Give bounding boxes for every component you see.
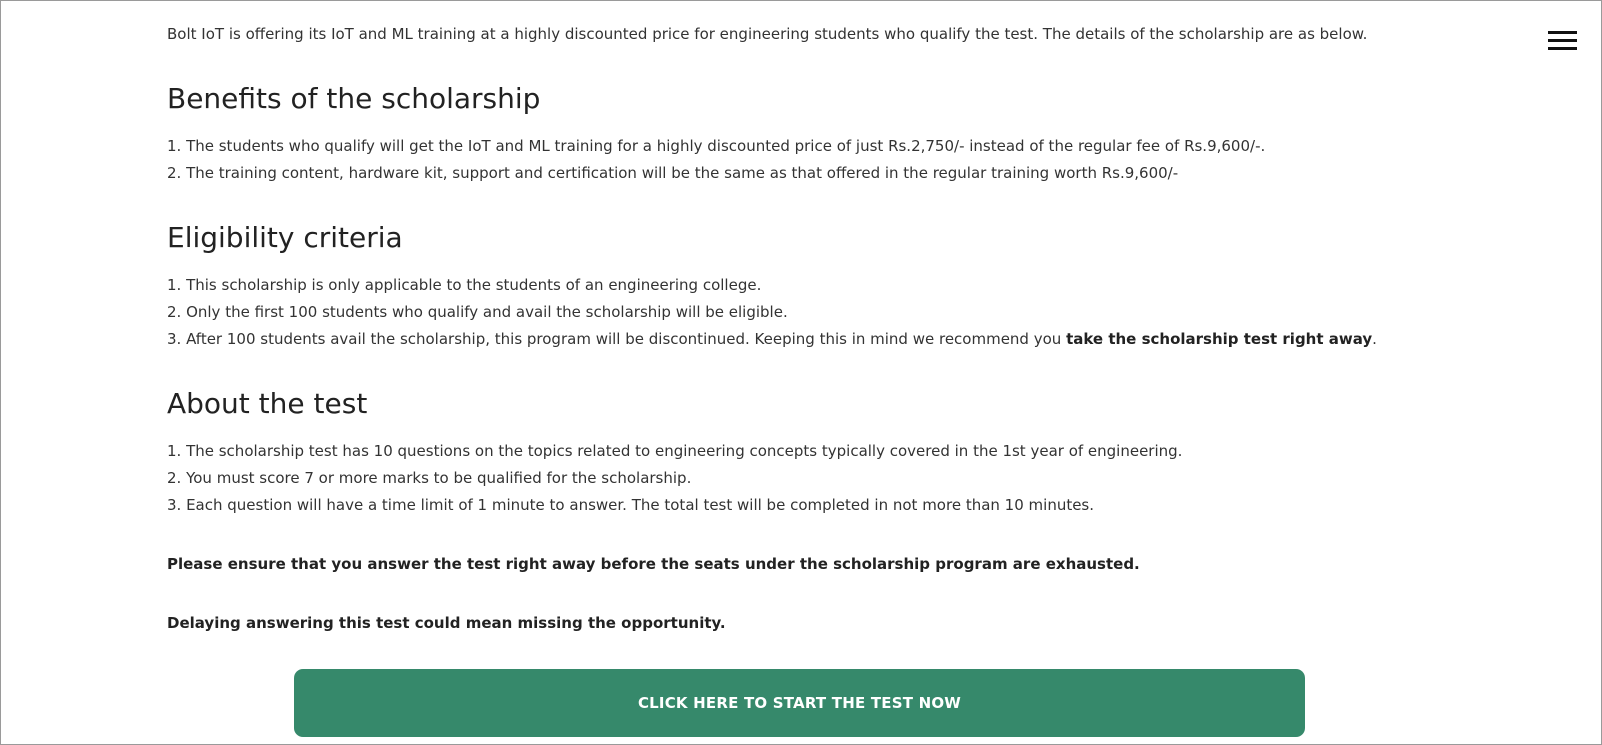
take-test-emphasis: take the scholarship test right away [1066, 330, 1373, 348]
menu-bar-bottom [1548, 47, 1577, 50]
list-item: 2. Only the first 100 students who qualify and avail the scholarship will be eligible. [167, 303, 788, 321]
list-item: 1. This scholarship is only applicable to the students of an engineering college. [167, 276, 762, 294]
menu-bar-top [1548, 31, 1577, 34]
delay-note: Delaying answering this test could mean missing the opportunity. [167, 614, 726, 632]
about-test-list [167, 438, 1182, 519]
about-test-heading: About the test [167, 387, 368, 420]
list-item [167, 326, 1377, 353]
list-item-end: . [1372, 330, 1377, 348]
list-item: 1. The students who qualify will get the IoT and ML training for a highly discounted price of just Rs.2,750/- instead of the regular fee of Rs.9,600/-. [167, 137, 1266, 155]
eligibility-heading: Eligibility criteria [167, 221, 403, 254]
benefits-list [167, 133, 1265, 187]
list-item: 3. Each question will have a time limit of 1 minute to answer. The total test will be completed in not more than 10 minutes. [167, 496, 1095, 514]
menu-bar-middle [1548, 39, 1577, 42]
ensure-note: Please ensure that you answer the test right away before the seats under the scholarship program are exhausted. [167, 555, 1140, 573]
start-test-button[interactable]: CLICK HERE TO START THE TEST NOW [294, 669, 1305, 737]
eligibility-list [167, 272, 1377, 353]
list-item-text: 3. After 100 students avail the scholarship, this program will be discontinued. Keeping this in mind we recommend you [167, 330, 1067, 348]
list-item: 1. The scholarship test has 10 questions on the topics related to engineering concepts typically covered in the 1st year of engineering. [167, 442, 1183, 460]
intro-text: Bolt IoT is offering its IoT and ML training at a highly discounted price for engineering students who qualify the test. The details of the scholarship are as below. [167, 25, 1368, 43]
list-item: 2. The training content, hardware kit, support and certification will be the same as that offered in the regular training worth Rs.9,600/- [167, 164, 1179, 182]
list-item: 2. You must score 7 or more marks to be qualified for the scholarship. [167, 469, 692, 487]
benefits-heading: Benefits of the scholarship [167, 82, 541, 115]
hamburger-menu-icon[interactable] [1548, 31, 1577, 53]
